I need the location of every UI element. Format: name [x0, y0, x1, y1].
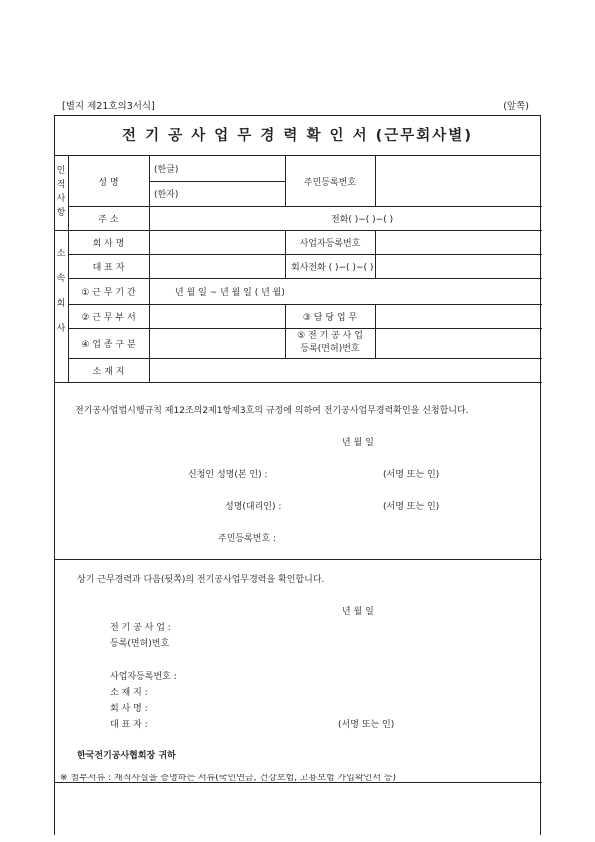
location-label: 소 재 지 [92, 366, 125, 377]
applicant-sign: (서명 또는 인) [383, 470, 440, 480]
confirm-biz-line2: 등록(면허)번호 [110, 639, 170, 649]
address-label: 주 소 [98, 214, 119, 225]
application-date: 년 월 일 [342, 438, 374, 448]
addressee: 한국전기공사협회장 귀하 [77, 751, 176, 761]
agent-sign: (서명 또는 인) [383, 502, 440, 512]
duty-label: ③ 담 당 업 무 [302, 312, 358, 323]
footnote: ※ 첨부서류 : 재직사실을 증명하는 서류(국민연금, 건강보험, 고용보험 가입확인서 등) [60, 774, 396, 782]
rrn-label: 주민등록번호 [303, 177, 357, 188]
ceo-label: 대 표 자 [92, 262, 125, 273]
applicant-name-label: 신청인 성명(본 인) : [188, 470, 268, 480]
confirm-sign: (서명 또는 인) [338, 720, 395, 730]
name-hanja-field[interactable]: (한자) [154, 190, 179, 200]
biz-reg-label: 사업자등록번호 [299, 238, 361, 249]
page-side-label: (앞쪽) [503, 101, 529, 112]
confirm-biz-reg-no: 사업자등록번호 : [110, 672, 177, 682]
work-period-field[interactable]: 년 월 일 ~ 년 월 일 ( 년 월) [175, 287, 285, 298]
phone-field[interactable]: 전화( )−( )−( ) [331, 214, 394, 225]
confirm-location: 소 재 지 : [110, 688, 148, 698]
form-number: [별지 제21호의3서식] [62, 101, 155, 112]
side-label-company: 소 속 회 사 [56, 249, 66, 334]
confirmation-date: 년 월 일 [342, 607, 374, 617]
company-name-label: 회 사 명 [92, 238, 125, 249]
department-label: ② 근 무 부 서 [81, 312, 136, 323]
confirmation-statement: 상기 근무경력과 다음(뒷쪽)의 전기공사업무경력을 확인합니다. [77, 575, 325, 585]
business-type-label: ④ 업 종 구 분 [81, 339, 136, 350]
agent-name-label: 성명(대리인) : [225, 502, 282, 512]
application-statement: 전기공사업법시행규칙 제12조의2제1항제3호의 규정에 의하여 전기공사업무경력확인을 신청합니다. [75, 406, 469, 416]
name-korean-field[interactable]: (한글) [154, 165, 179, 175]
confirm-ceo: 대 표 자 : [110, 720, 148, 730]
company-phone-field[interactable]: 회사전화 ( )−( )−( ) [291, 262, 374, 273]
form-title: 전 기 공 사 업 무 경 력 확 인 서 (근무회사별) [55, 116, 540, 156]
form-frame [54, 115, 541, 835]
confirm-biz-line1: 전 기 공 사 업 : [110, 623, 171, 633]
work-period-label: ① 근 무 기 간 [81, 287, 136, 298]
agent-rrn-label: 주민등록번호 : [218, 534, 277, 544]
name-label: 성 명 [98, 177, 119, 188]
side-label-personal: 인 적 사 항 [56, 166, 66, 218]
confirm-company-name: 회 사 명 : [110, 704, 148, 714]
license-label: ⑤ 전 기 공 사 업 등록(면허)번호 [297, 331, 363, 354]
